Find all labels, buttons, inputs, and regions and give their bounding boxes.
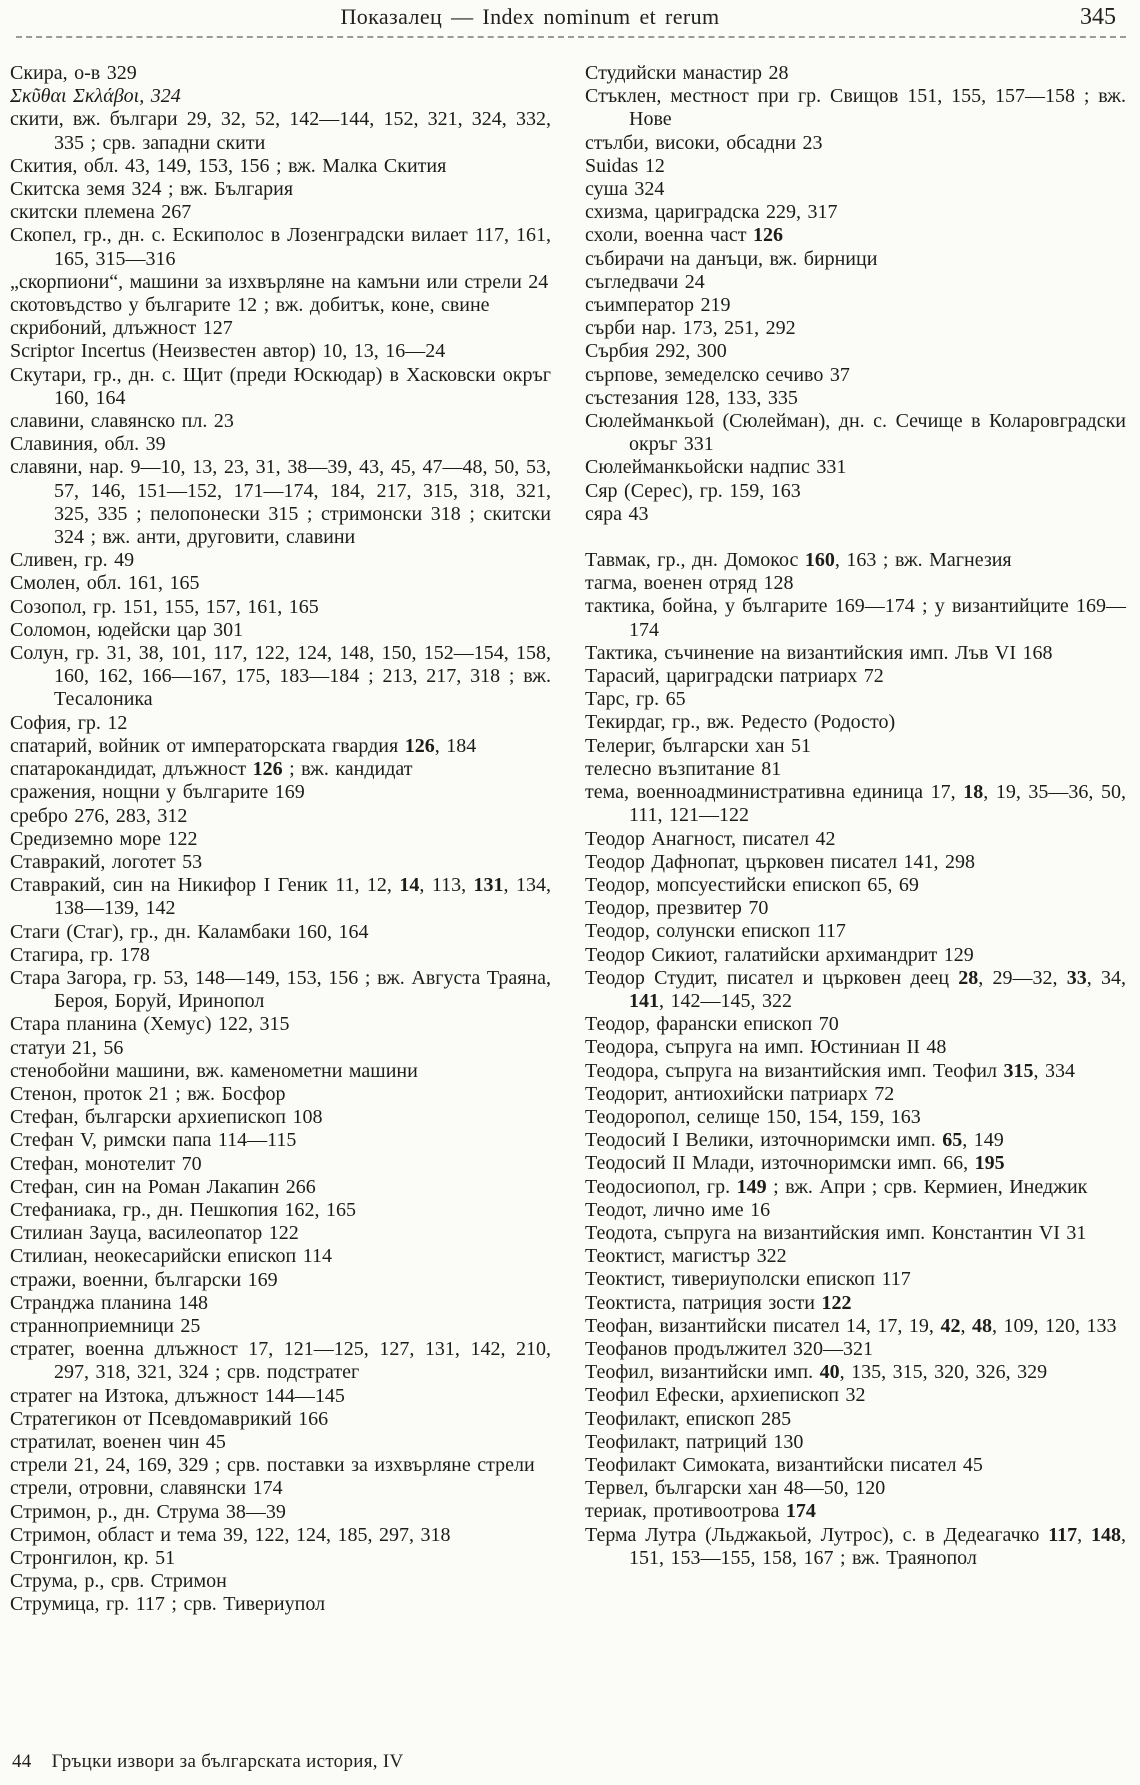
index-entry: Тервел, български хан 48—50, 120 (585, 1477, 886, 1500)
index-entry: Сюлейманкьой (Сюлейман), дн. с. Сечище в Коларовградски окръг 331 (585, 410, 1126, 456)
index-entry: състезания 128, 133, 335 (585, 386, 798, 409)
index-entry: Стаги (Стаг), гр., дн. Каламбаки 160, 164 (10, 920, 369, 943)
index-entry: Скопел, гр., дн. с. Ескиполос в Лозенградски вилает 117, 161, 165, 315—316 (10, 224, 551, 270)
index-entry: Студийски манастир 28 (585, 62, 789, 84)
index-entry: стрели 21, 24, 169, 329 ; срв. поставки за изхвърляне стрели (10, 1454, 535, 1477)
index-entry: тагма, военен отряд 128 (585, 572, 794, 595)
index-entry: Стара Загора, гр. 53, 148—149, 153, 156 ; вж. Августа Траяна, Бероя, Боруй, Иринопол (10, 966, 551, 1013)
index-entry: Стефаниака, гр., дн. Пешкопия 162, 165 (10, 1198, 356, 1221)
index-entry: сражения, нощни у българите 169 (10, 781, 305, 804)
index-entry: Теофилакт Симоката, византийски писател 45 (585, 1453, 983, 1476)
index-entry: Соломон, юдейски цар 301 (10, 618, 244, 641)
index-entry: Скутари, гр., дн. с. Щит (преди Юскюдар) в Хасковски окръг 160, 164 (10, 363, 551, 409)
page-footer (12, 1751, 404, 1773)
index-entry: Средиземно море 122 (10, 827, 198, 850)
index-entry: Стратегикон от Псевдомаврикий 166 (10, 1407, 329, 1430)
index-entry: спатарий, войник от императорската гвардия 126, 184 (10, 734, 477, 757)
index-entry: схизма, цариградска 229, 317 (585, 201, 838, 224)
index-entry: Стара планина (Хемус) 122, 315 (10, 1013, 290, 1036)
index-entry: странноприемници 25 (10, 1314, 201, 1337)
index-entry: Стефан, син на Роман Лакапин 266 (10, 1175, 316, 1198)
running-title: Показалец — Index nominum et rerum (340, 4, 720, 29)
index-entry: скотовъдство у българите 12 ; вж. добитък, коне, свине (10, 294, 490, 317)
index-entry: Теодор, фарански епископ 70 (585, 1013, 839, 1036)
index-entry: Струмица, гр. 117 ; срв. Тивериупол (10, 1593, 326, 1616)
index-entry: Теодора, съпруга на византийския имп. Теофил 315, 334 (585, 1059, 1075, 1082)
index-entry: Теодосий I Велики, източноримски имп. 65, 149 (585, 1129, 1004, 1152)
index-entry: скрибоний, длъжност 127 (10, 317, 233, 340)
index-entry: Текирдаг, гр., вж. Редесто (Родосто) (585, 711, 896, 734)
index-entry: Струма, р., срв. Стримон (10, 1570, 227, 1593)
index-entry: съимператор 219 (585, 294, 731, 317)
index-entry: Σκῦθαι Σκλάβοι, 324 (10, 85, 181, 108)
index-entry: сяра 43 (585, 502, 649, 525)
index-entry: териак, противоотрова 174 (585, 1500, 816, 1523)
index-entry: Славиния, обл. 39 (10, 433, 166, 456)
index-entry: Теофан, византийски писател 14, 17, 19, 42, 48, 109, 120, 133 (585, 1314, 1117, 1337)
index-entry: Стагира, гр. 178 (10, 943, 150, 966)
index-entry: тема, военноадминистративна единица 17, 18, 19, 35—36, 50, 111, 121—122 (585, 781, 1126, 827)
index-entry: Сливен, гр. 49 (10, 549, 135, 572)
index-entry: Теофил, византийски имп. 40, 135, 315, 320, 326, 329 (585, 1361, 1048, 1384)
index-entry: Теодот, лично име 16 (585, 1198, 771, 1221)
index-entry: схоли, военна част 126 (585, 224, 784, 247)
index-entry: Теодор Дафнопат, църковен писател 141, 298 (585, 850, 976, 873)
index-entry: Стефан, монотелит 70 (10, 1152, 202, 1175)
index-entry: Теоктист, тивериуполски епископ 117 (585, 1268, 911, 1291)
index-entry: събирачи на данъци, вж. бирници (585, 247, 878, 270)
index-entry: славини, славянско пл. 23 (10, 410, 234, 433)
index-entry: стенобойни машини, вж. каменометни машини (10, 1059, 418, 1082)
index-entry: Тавмак, гр., дн. Домокос 160, 163 ; вж. Магнезия (585, 549, 1012, 572)
index-entry: Сърбия 292, 300 (585, 340, 727, 363)
index-entry: Стъклен, местност при гр. Свищов 151, 155, 157—158 ; вж. Нове (585, 85, 1126, 131)
index-entry: Стилиан, неокесарийски епископ 114 (10, 1245, 332, 1268)
index-entry: скитски племена 267 (10, 201, 192, 224)
header-rule (16, 36, 1126, 38)
index-entry: Скитска земя 324 ; вж. България (10, 178, 294, 201)
index-entry: стратег, военна длъжност 17, 121—125, 127, 131, 142, 210, 297, 318, 321, 324 ; срв. подстратег (10, 1338, 551, 1384)
index-entry: Теофанов продължител 320—321 (585, 1337, 874, 1360)
index-entry: тактика, бойна, у българите 169—174 ; у византийците 169—174 (585, 595, 1126, 641)
index-entry: Теодор Анагност, писател 42 (585, 827, 836, 850)
index-entry: телесно възпитание 81 (585, 757, 782, 780)
index-entry: Странджа планина 148 (10, 1291, 209, 1314)
index-entry: Теодорит, антиохийски патриарх 72 (585, 1082, 895, 1105)
index-columns (10, 62, 1126, 1617)
index-entry: Стенон, проток 21 ; вж. Босфор (10, 1082, 286, 1105)
index-entry: Теодор Сикиот, галатийски архимандрит 129 (585, 943, 974, 966)
printer-signature-number: 44 (12, 1751, 32, 1772)
index-entry: съгледвачи 24 (585, 270, 705, 293)
index-entry: „скорпиони“, машини за изхвърляне на камъни или стрели 24 (10, 270, 549, 293)
series-title: Гръцки извори за българската история, IV (51, 1751, 404, 1772)
index-entry: Теодор, солунски епископ 117 (585, 920, 846, 943)
index-entry: Теодосиопол, гр. 149 ; вж. Апри ; срв. Кермиен, Инеджик (585, 1175, 1088, 1198)
index-entry: Солун, гр. 31, 38, 101, 117, 122, 124, 148, 150, 152—154, 158, 160, 162, 166—167, 175, 183—184 ; 213, 217, 318 ; вж. Тесалоника (10, 642, 551, 711)
index-entry: Теодор Студит, писател и църковен деец 28, 29—32, 33, 34, 141, 142—145, 322 (585, 966, 1127, 1012)
index-column-right (585, 62, 1126, 1617)
index-entry: славяни, нар. 9—10, 13, 23, 31, 38—39, 43, 45, 47—48, 50, 53, 57, 146, 151—152, 171—174, 184, 217, 315, 318, 321, 325, 335 ; пелопонески 315 ; стримонски 318 ; скитски 324 ; вж. анти, друговити, славини (10, 456, 551, 549)
index-column-left (10, 62, 551, 1617)
index-entry: Тарасий, цариградски патриарх 72 (585, 665, 884, 688)
index-entry: Сюлейманкьойски надпис 331 (585, 456, 847, 479)
index-entry: Теодора, съпруга на имп. Юстиниан II 48 (585, 1036, 947, 1059)
index-entry: Тактика, съчинение на византийския имп. Лъв VI 168 (585, 641, 1053, 664)
index-entry: Созопол, гр. 151, 155, 157, 161, 165 (10, 595, 319, 618)
index-entry: спатарокандидат, длъжност 126 ; вж. кандидат (10, 758, 413, 781)
index-entry: суша 324 (585, 178, 665, 201)
index-entry: Теодор, мопсуестийски епископ 65, 69 (585, 873, 919, 896)
index-entry: Смолен, обл. 161, 165 (10, 572, 200, 595)
index-entry: сребро 276, 283, 312 (10, 804, 188, 827)
index-entry: Теоктист, магистър 322 (585, 1245, 787, 1268)
index-entry: стрели, отровни, славянски 174 (10, 1477, 283, 1500)
index-entry: скити, вж. българи 29, 32, 52, 142—144, 152, 321, 324, 332, 335 ; срв. западни скити (10, 108, 551, 154)
index-entry: София, гр. 12 (10, 711, 128, 734)
index-entry: стратилат, военен чин 45 (10, 1430, 226, 1453)
index-entry: стражи, военни, български 169 (10, 1268, 278, 1291)
index-entry: сърпове, земеделско сечиво 37 (585, 363, 850, 386)
index-entry: Стефан V, римски папа 114—115 (10, 1129, 297, 1152)
index-entry: статуи 21, 56 (10, 1036, 124, 1059)
index-entry: Ставракий, логотет 53 (10, 850, 203, 873)
index-entry: Стефан, български архиепископ 108 (10, 1106, 323, 1129)
index-entry: Теофилакт, патриций 130 (585, 1430, 804, 1453)
page-number: 345 (1080, 4, 1116, 30)
index-entry: Стримон, област и тема 39, 122, 124, 185, 297, 318 (10, 1523, 451, 1546)
index-entry: Терма Лутра (Льджакьой, Лутрос), с. в Дедеагачко 117, 148, 151, 153—155, 158, 167 ; вж. Траянопол (585, 1523, 1126, 1569)
index-entry: Теодоропол, селище 150, 154, 159, 163 (585, 1105, 921, 1128)
index-entry: Теофил Ефески, архиепископ 32 (585, 1384, 866, 1407)
index-entry: Теоктиста, патриция зости 122 (585, 1291, 852, 1314)
index-entry: Телериг, български хан 51 (585, 734, 812, 757)
index-entry: Теодосий II Млади, източноримски имп. 66, 195 (585, 1152, 1005, 1175)
index-entry: Стилиан Зауца, василеопатор 122 (10, 1222, 299, 1245)
index-entry: Suidas 12 (585, 154, 665, 177)
index-entry: Сяр (Серес), гр. 159, 163 (585, 479, 801, 502)
page-header (0, 4, 1140, 34)
index-entry: Scriptor Incertus (Неизвестен автор) 10, 13, 16—24 (10, 340, 446, 363)
index-entry: стратег на Изтока, длъжност 144—145 (10, 1384, 345, 1407)
index-entry: стълби, високи, обсадни 23 (585, 131, 823, 154)
index-entry: Скира, о-в 329 (10, 62, 137, 84)
index-entry: сърби нар. 173, 251, 292 (585, 317, 796, 340)
index-entry: Теодота, съпруга на византийския имп. Константин VI 31 (585, 1221, 1087, 1244)
index-entry: Теодор, презвитер 70 (585, 897, 769, 920)
index-entry: Тарс, гр. 65 (585, 688, 686, 711)
index-entry: Скития, обл. 43, 149, 153, 156 ; вж. Малка Скития (10, 154, 447, 177)
index-entry: Стронгилон, кр. 51 (10, 1547, 176, 1569)
index-entry: Теофилакт, епископ 285 (585, 1407, 792, 1430)
index-entry: Стримон, р., дн. Струма 38—39 (10, 1500, 286, 1523)
index-entry: Ставракий, син на Никифор I Геник 11, 12, 14, 113, 131, 134, 138—139, 142 (10, 874, 552, 920)
